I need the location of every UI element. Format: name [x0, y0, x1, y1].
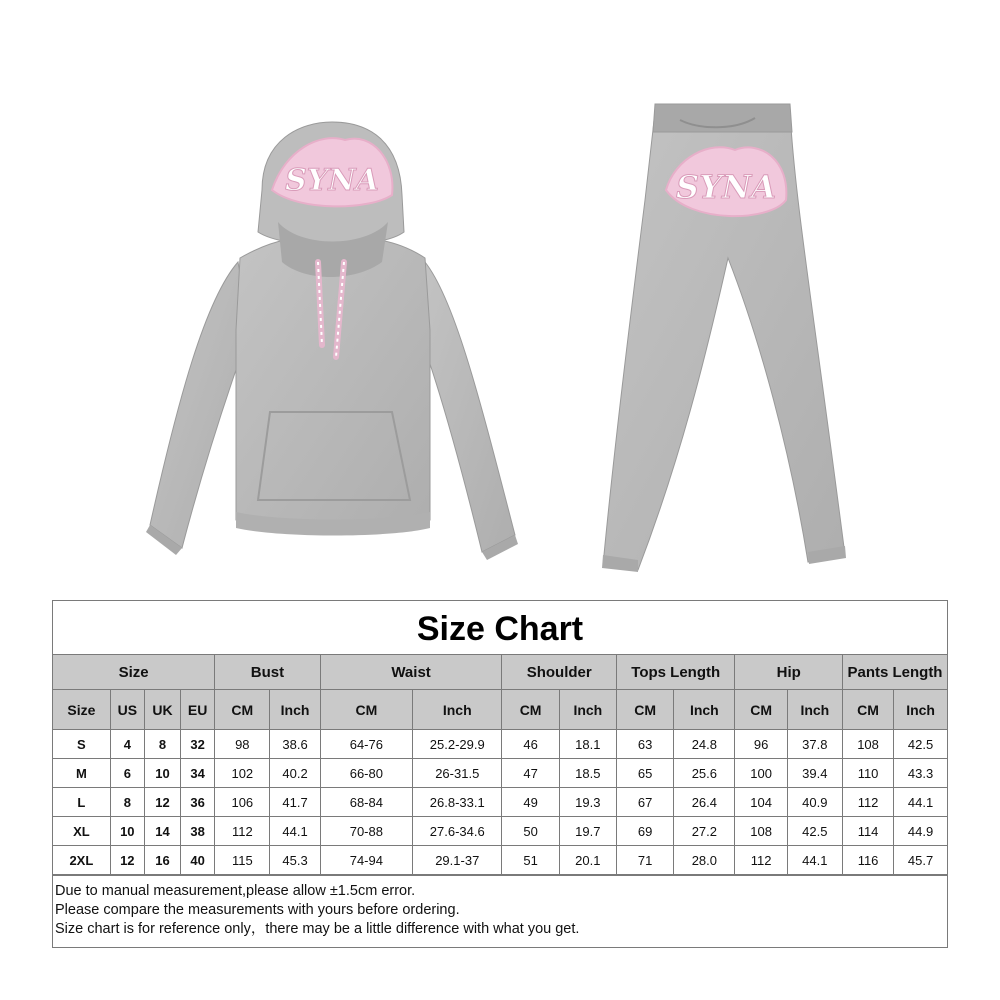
column-header: Inch: [674, 690, 735, 730]
table-cell: 6: [110, 759, 144, 788]
svg-text:SYNA: SYNA: [285, 163, 379, 198]
table-row: [53, 846, 947, 875]
table-cell: 8: [110, 788, 144, 817]
column-header: CM: [215, 690, 270, 730]
column-header: CM: [735, 690, 787, 730]
table-cell: 26-31.5: [413, 759, 502, 788]
table-cell: 110: [842, 759, 893, 788]
table-cell: 45.3: [270, 846, 320, 875]
table-cell: 68-84: [320, 788, 412, 817]
table-cell: 106: [215, 788, 270, 817]
table-cell: 42.5: [894, 730, 947, 759]
note-line: Size chart is for reference only，there may be a little difference with what you get.: [55, 921, 580, 937]
table-cell: 28.0: [674, 846, 735, 875]
table-cell: 4: [110, 730, 144, 759]
sweatpants-icon: [602, 104, 846, 572]
table-cell: 115: [215, 846, 270, 875]
table-cell: 40: [181, 846, 215, 875]
table-cell: 65: [616, 759, 673, 788]
table-cell: 10: [144, 759, 180, 788]
table-cell: 36: [181, 788, 215, 817]
table-cell: 18.1: [559, 730, 616, 759]
table-cell: 39.4: [787, 759, 842, 788]
table-cell: 108: [735, 817, 787, 846]
table-cell: 32: [181, 730, 215, 759]
table-cell: 112: [842, 788, 893, 817]
table-cell: 46: [502, 730, 559, 759]
table-cell: 114: [842, 817, 893, 846]
table-cell: 63: [616, 730, 673, 759]
table-cell: XL: [53, 817, 110, 846]
column-header: Inch: [413, 690, 502, 730]
column-header: Inch: [787, 690, 842, 730]
table-cell: 38: [181, 817, 215, 846]
table-cell: 41.7: [270, 788, 320, 817]
table-cell: 10: [110, 817, 144, 846]
size-chart: [52, 600, 948, 948]
table-cell: 20.1: [559, 846, 616, 875]
table-cell: 2XL: [53, 846, 110, 875]
table-cell: 42.5: [787, 817, 842, 846]
table-cell: 74-94: [320, 846, 412, 875]
note-line: Due to manual measurement,please allow ±1.5cm error.: [55, 883, 416, 899]
group-header-row: [53, 655, 947, 690]
table-cell: 18.5: [559, 759, 616, 788]
table-cell: 66-80: [320, 759, 412, 788]
table-cell: 14: [144, 817, 180, 846]
note-line: Please compare the measurements with yours before ordering.: [55, 902, 460, 918]
table-cell: 16: [144, 846, 180, 875]
group-header: Shoulder: [502, 655, 617, 690]
table-cell: 27.2: [674, 817, 735, 846]
table-cell: 19.3: [559, 788, 616, 817]
table-cell: 8: [144, 730, 180, 759]
table-cell: 19.7: [559, 817, 616, 846]
size-notes: [53, 875, 947, 939]
column-header: Inch: [894, 690, 947, 730]
table-cell: 40.9: [787, 788, 842, 817]
column-header-row: [53, 690, 947, 730]
table-cell: 37.8: [787, 730, 842, 759]
table-cell: 29.1-37: [413, 846, 502, 875]
table-cell: 47: [502, 759, 559, 788]
column-header: Size: [53, 690, 110, 730]
table-cell: 102: [215, 759, 270, 788]
table-cell: 112: [735, 846, 787, 875]
table-cell: 25.2-29.9: [413, 730, 502, 759]
table-cell: 26.4: [674, 788, 735, 817]
table-cell: 96: [735, 730, 787, 759]
table-cell: 25.6: [674, 759, 735, 788]
table-row: [53, 817, 947, 846]
table-cell: 108: [842, 730, 893, 759]
table-cell: 100: [735, 759, 787, 788]
group-header: Size: [53, 655, 215, 690]
table-cell: 34: [181, 759, 215, 788]
group-header: Hip: [735, 655, 842, 690]
table-cell: 98: [215, 730, 270, 759]
column-header: CM: [842, 690, 893, 730]
svg-text:SYNA: SYNA: [675, 168, 777, 206]
column-header: UK: [144, 690, 180, 730]
table-row: [53, 730, 947, 759]
table-cell: 45.7: [894, 846, 947, 875]
group-header: Waist: [320, 655, 502, 690]
table-cell: 44.9: [894, 817, 947, 846]
group-header: Bust: [215, 655, 320, 690]
table-cell: S: [53, 730, 110, 759]
table-cell: M: [53, 759, 110, 788]
table-cell: 116: [842, 846, 893, 875]
table-cell: 27.6-34.6: [413, 817, 502, 846]
group-header: Pants Length: [842, 655, 947, 690]
table-cell: 26.8-33.1: [413, 788, 502, 817]
size-chart-title: Size Chart: [53, 601, 947, 655]
table-cell: 71: [616, 846, 673, 875]
table-cell: L: [53, 788, 110, 817]
table-cell: 112: [215, 817, 270, 846]
column-header: CM: [616, 690, 673, 730]
table-cell: 44.1: [270, 817, 320, 846]
column-header: Inch: [270, 690, 320, 730]
table-cell: 24.8: [674, 730, 735, 759]
table-row: [53, 788, 947, 817]
table-cell: 12: [144, 788, 180, 817]
table-cell: 49: [502, 788, 559, 817]
table-cell: 44.1: [894, 788, 947, 817]
table-cell: 64-76: [320, 730, 412, 759]
table-cell: 70-88: [320, 817, 412, 846]
table-cell: 51: [502, 846, 559, 875]
column-header: CM: [502, 690, 559, 730]
table-cell: 38.6: [270, 730, 320, 759]
column-header: EU: [181, 690, 215, 730]
table-cell: 43.3: [894, 759, 947, 788]
group-header: Tops Length: [616, 655, 735, 690]
table-cell: 50: [502, 817, 559, 846]
table-cell: 69: [616, 817, 673, 846]
column-header: CM: [320, 690, 412, 730]
table-cell: 40.2: [270, 759, 320, 788]
table-cell: 67: [616, 788, 673, 817]
table-cell: 104: [735, 788, 787, 817]
hoodie-icon: [146, 122, 518, 560]
table-row: [53, 759, 947, 788]
column-header: US: [110, 690, 144, 730]
column-header: Inch: [559, 690, 616, 730]
table-cell: 44.1: [787, 846, 842, 875]
size-table: [53, 655, 947, 875]
table-cell: 12: [110, 846, 144, 875]
size-table-body: [53, 655, 947, 875]
